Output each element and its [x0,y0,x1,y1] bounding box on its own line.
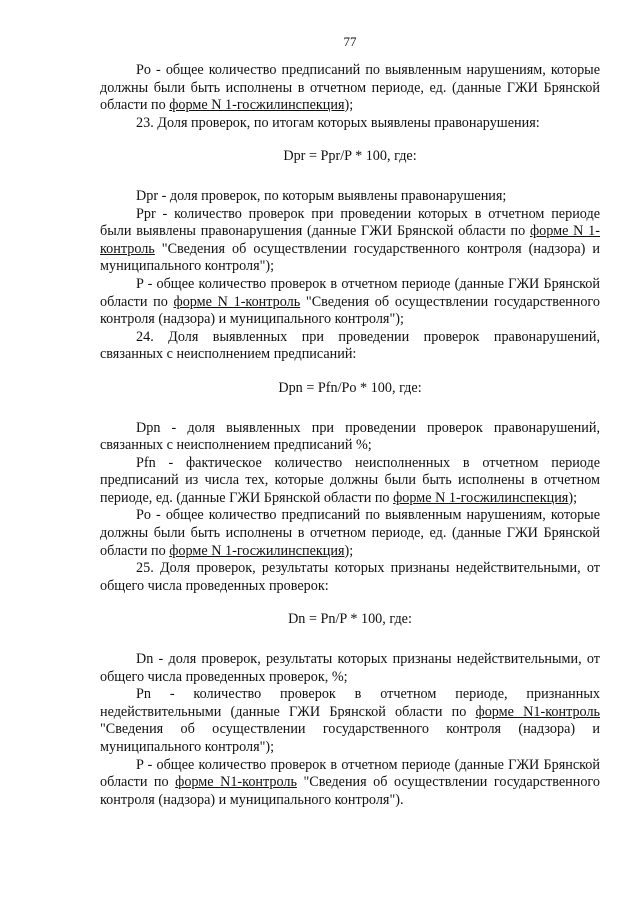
paragraph [100,420,600,455]
paragraph [100,686,600,756]
paragraph [100,188,600,206]
document-reference-link[interactable]: форме N 1-госжилинспекция [169,97,345,114]
paragraph [100,507,600,560]
document-body [100,62,600,809]
document-page [100,34,600,809]
text-segment: Po - общее количество предписаний по выявленным нарушениям, которые должны были быть исполнены в отчетном периоде, ед. (данные ГЖИ Брянской области по [100,62,600,114]
document-reference-link[interactable]: форме N 1-госжилинспекция [393,489,569,506]
text-segment: "Сведения об осуществлении государственного контроля (надзора) и муниципального контроля"). [100,774,600,808]
text-segment: "Сведения об осуществлении государственного контроля (надзора) и муниципального контроля"); [100,240,600,275]
text-segment: 23. Доля проверок, по итогам которых выявлены правонарушения: [136,114,540,131]
text-segment: 25. Доля проверок, результаты которых признаны недействительными, от общего числа проведенных проверок: [100,560,600,594]
text-segment: ); [344,542,354,559]
text-segment: Dpn - доля выявленных при проведении проверок правонарушений, связанных с неисполнением предписаний %; [100,419,600,454]
document-reference-link[interactable]: форме N1-контроль [475,703,600,720]
formula-line [100,611,600,629]
text-segment: P - общее количество проверок в отчетном периоде (данные ГЖИ Брянской области по [100,275,600,310]
document-reference-link[interactable]: форме N 1-контроль [173,293,301,310]
paragraph [100,276,600,329]
text-segment: Pn - количество проверок в отчетном периоде, признанных недействительными (данные ГЖИ Брянской области по [100,686,600,720]
text-segment: Po - общее количество предписаний по выявленным нарушениям, которые должны были быть исполнены в отчетном периоде, ед. (данные ГЖИ Брянской области по [100,507,600,559]
text-segment: Dpn = Pfn/Po * 100, где: [278,379,422,396]
text-segment: Pfn - фактическое количество неисполненных в отчетном периоде предписаний из числа тех, которые должны были быть исполнены в отчетном периоде, ед. (данные ГЖИ Брянской области по [100,454,600,506]
page-number: 77 [343,34,357,49]
text-segment: ); [568,489,578,506]
text-segment: Dn - доля проверок, результаты которых признаны недействительными, от общего числа проведенных проверок, %; [100,651,600,685]
paragraph [100,115,600,133]
text-segment: "Сведения об осуществлении государственного контроля (надзора) и муниципального контроля"); [100,293,600,328]
paragraph [100,757,600,810]
paragraph [100,651,600,686]
text-segment: "Сведения об осуществлении государственного контроля (надзора) и муниципального контроля"); [100,721,600,755]
text-segment: P - общее количество проверок в отчетном периоде (данные ГЖИ Брянской области по [100,756,600,791]
paragraph [100,560,600,595]
document-reference-link[interactable]: форме N 1-контроль [100,223,600,257]
text-segment: Dn = Pn/P * 100, где: [288,611,412,628]
paragraph [100,329,600,364]
paragraph [100,62,600,115]
document-reference-link[interactable]: форме N1-контроль [175,774,297,791]
formula-line [100,380,600,398]
text-segment: Dpr = Ppr/P * 100, где: [283,148,417,165]
text-segment: Dpr - доля проверок, по которым выявлены правонарушения; [136,187,507,204]
formula-line [100,148,600,166]
document-reference-link[interactable]: форме N 1-госжилинспекция [169,542,345,559]
paragraph [100,455,600,508]
paragraph [100,206,600,276]
text-segment: Ppr - количество проверок при проведении которых в отчетном периоде были выявлены правонарушения (данные ГЖИ Брянской области по [100,205,600,240]
text-segment: 24. Доля выявленных при проведении проверок правонарушений, связанных с неисполнением предписаний: [100,328,600,363]
text-segment: ); [344,97,354,114]
